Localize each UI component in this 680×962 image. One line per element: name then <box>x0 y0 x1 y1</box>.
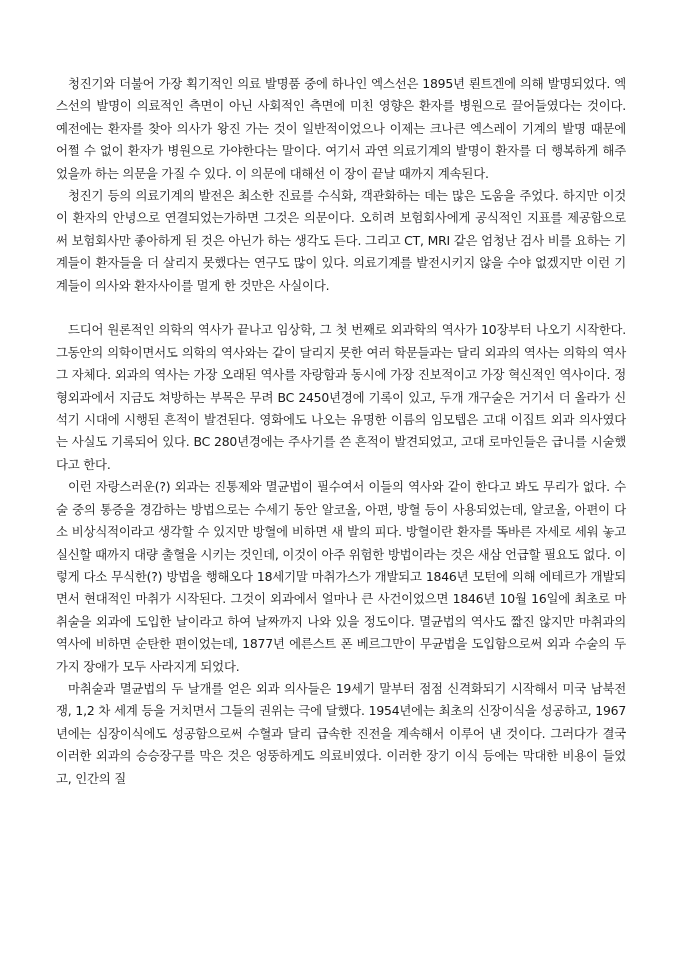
paragraph-medical-devices: 청진기 등의 의료기계의 발전은 최소한 진료를 수식화, 객관화하는 데는 많은 도움을 주었다. 하지만 이것이 환자의 안녕으로 연결되었는가하면 그것은 의문이다. 오히려 보험회사에게 공식적인 지표를 제공함으로써 보험회사만 좋아하게 된 것은 아닌가 하는 생각도 든다. 그리고 CT, MRI 같은 엄청난 검사 비를 요하는 기계들이 환자들을 더 살리지 못했다는 연구도 많이 있다. 의료기계를 발전시키지 않을 수야 없겠지만 이런 기계들이 의사와 환자사이를 멀게 한 것만은 사실이다. <box>56 188 626 293</box>
paragraph-anesthesia-sterilization: 이런 자랑스러운(?) 외과는 진통제와 멸균법이 필수여서 이들의 역사와 같이 한다고 봐도 무리가 없다. 수술 중의 통증을 경감하는 방법으로는 수세기 동안 알코올, 아편, 방혈 등이 사용되었는데, 알코올, 아편이 다소 비상식적이라고 생각할 수 있지만 방혈에 비하면 새 발의 피다. 방혈이란 환자를 똑바른 자세로 세워 놓고 실신할 때까지 대량 출혈을 시키는 것인데, 이것이 아주 위험한 방법이라는 것은 새삼 언급할 필요도 없다. 이렇게 다소 무식한(?) 방법을 행해오다 18세기말 마취가스가 개발되고 1846년 모턴에 의해 에테르가 개발되면서 현대적인 마취가 시작된다. 그것이 외과에서 얼마나 큰 사건이었으면 1846년 10월 16일에 최초로 마취술을 외과에 도입한 날이라고 하여 날짜까지 나와 있을 정도이다. 멸균법의 역사도 짧진 않지만 마취과의 역사에 비하면 순탄한 편이었는데, 1877년 에른스트 폰 베르그만이 무균법을 도입함으로써 외과 수술의 두 가지 장애가 모두 사라지게 되었다. <box>56 479 626 674</box>
paragraph-xray: 청진기와 더불어 가장 획기적인 의료 발명품 중에 하나인 엑스선은 1895년 뢴트겐에 의해 발명되었다. 엑스선의 발명이 의료적인 측면이 아닌 사회적인 측면에 미친 영향은 환자를 병원으로 끌어들였다는 것이다. 예전에는 환자를 찾아 의사가 왕진 가는 것이 일반적이었으나 이제는 크나큰 엑스레이 기계의 발명 때문에 어쩔 수 없이 환자가 병원으로 가야한다는 말이다. 여기서 과연 의료기계의 발명이 환자를 더 행복하게 해주었을까 하는 의문을 가질 수 있다. 이 의문에 대해선 이 장이 끝날 때까지 계속된다. <box>56 76 626 181</box>
paragraph-surgery-history: 드디어 원론적인 의학의 역사가 끝나고 임상학, 그 첫 번째로 외과학의 역사가 10장부터 나오기 시작한다. 그동안의 의학이면서도 의학의 역사와는 같이 달리지 못한 여러 학문들과는 달리 외과의 역사는 의학의 역사 그 자체다. 외과의 역사는 가장 오래된 역사를 자랑함과 동시에 가장 진보적이고 가장 혁신적인 역사이다. 정형외과에서 지금도 쳐방하는 부목은 무려 BC 2450년경에 기록이 있고, 두개 개구술은 거기서 더 올라가 신석기 시대에 시행된 흔적이 발견된다. 영화에도 나오는 유명한 이름의 임모텝은 고대 이집트 외과 의사였다는 사실도 기록되어 있다. BC 280년경에는 주사기를 쓴 흔적이 발견되었고, 고대 로마인들은 급니를 시술했다고 한다. <box>56 322 626 472</box>
paragraph-surgeon-authority: 마취술과 멸균법의 두 날개를 얻은 외과 의사들은 19세기 말부터 점점 신격화되기 시작해서 미국 남북전쟁, 1,2 차 세계 등을 거치면서 그들의 권위는 극에 달했다. 1954년에는 최초의 신장이식을 성공하고, 1967년에는 심장이식에도 성공함으로써 수혈과 달리 급속한 진전을 계속해서 이루어 낸 것이다. 그러다가 결국 이러한 외과의 승승장구를 막은 것은 엉뚱하게도 의료비였다. 이러한 장기 이식 등에는 막대한 비용이 들었고, 인간의 질 <box>56 680 626 786</box>
document-page <box>56 73 626 790</box>
